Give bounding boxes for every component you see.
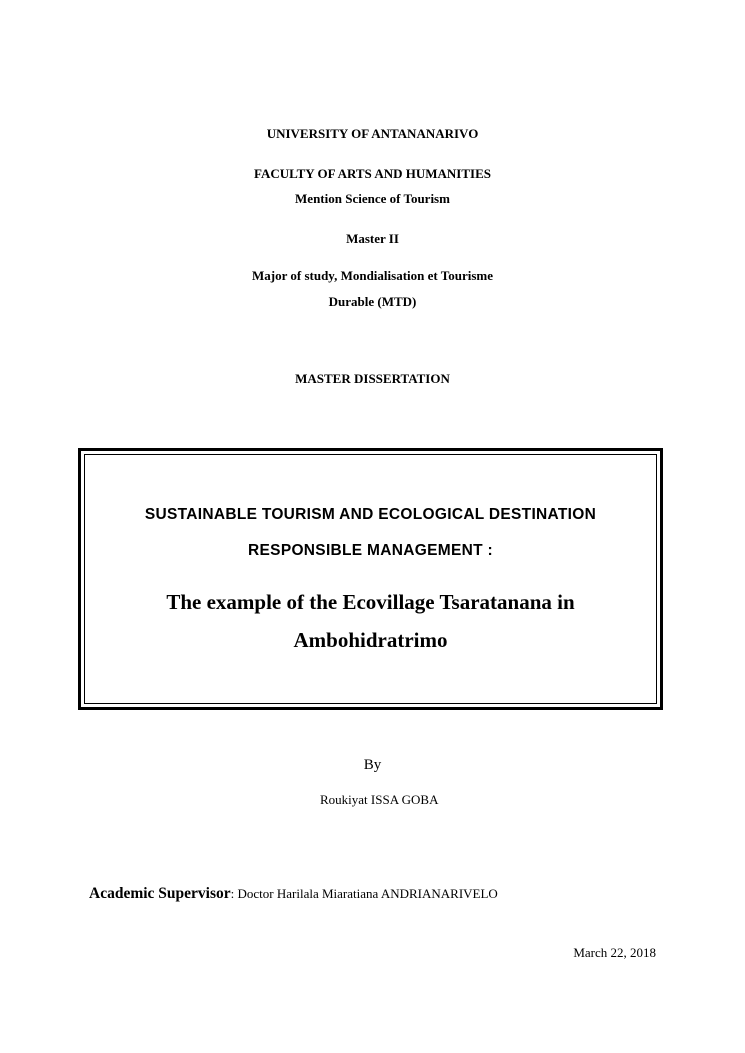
major-line-2: Durable (MTD) xyxy=(328,294,417,309)
by-label: By xyxy=(363,757,382,773)
supervisor-name: Doctor Harilala Miaratiana ANDRIANARIVELO xyxy=(237,886,498,901)
title-frame xyxy=(78,448,663,710)
faculty-name: FACULTY OF ARTS AND HUMANITIES xyxy=(254,166,491,181)
main-title-line-1: SUSTAINABLE TOURISM AND ECOLOGICAL DESTINATION xyxy=(144,506,597,523)
university-name: UNIVERSITY OF ANTANANARIVO xyxy=(266,126,479,141)
subtitle-line-2: Ambohidratrimo xyxy=(293,628,448,652)
supervisor-separator: : xyxy=(230,886,238,901)
title-frame-inner-border xyxy=(84,454,657,704)
level-line: Master II xyxy=(346,231,399,246)
main-title-line-2: RESPONSIBLE MANAGEMENT : xyxy=(248,542,493,559)
submission-date: March 22, 2018 xyxy=(573,945,656,960)
author-name: Roukiyat ISSA GOBA xyxy=(320,792,439,807)
supervisor-label: Academic Supervisor xyxy=(89,885,231,902)
supervisor-line xyxy=(89,884,498,904)
subtitle-line-1: The example of the Ecovillage Tsaratanana in xyxy=(166,590,575,614)
document-type: MASTER DISSERTATION xyxy=(295,371,450,386)
major-line-1: Major of study, Mondialisation et Tourisme xyxy=(251,268,493,283)
mention-line: Mention Science of Tourism xyxy=(295,191,450,206)
